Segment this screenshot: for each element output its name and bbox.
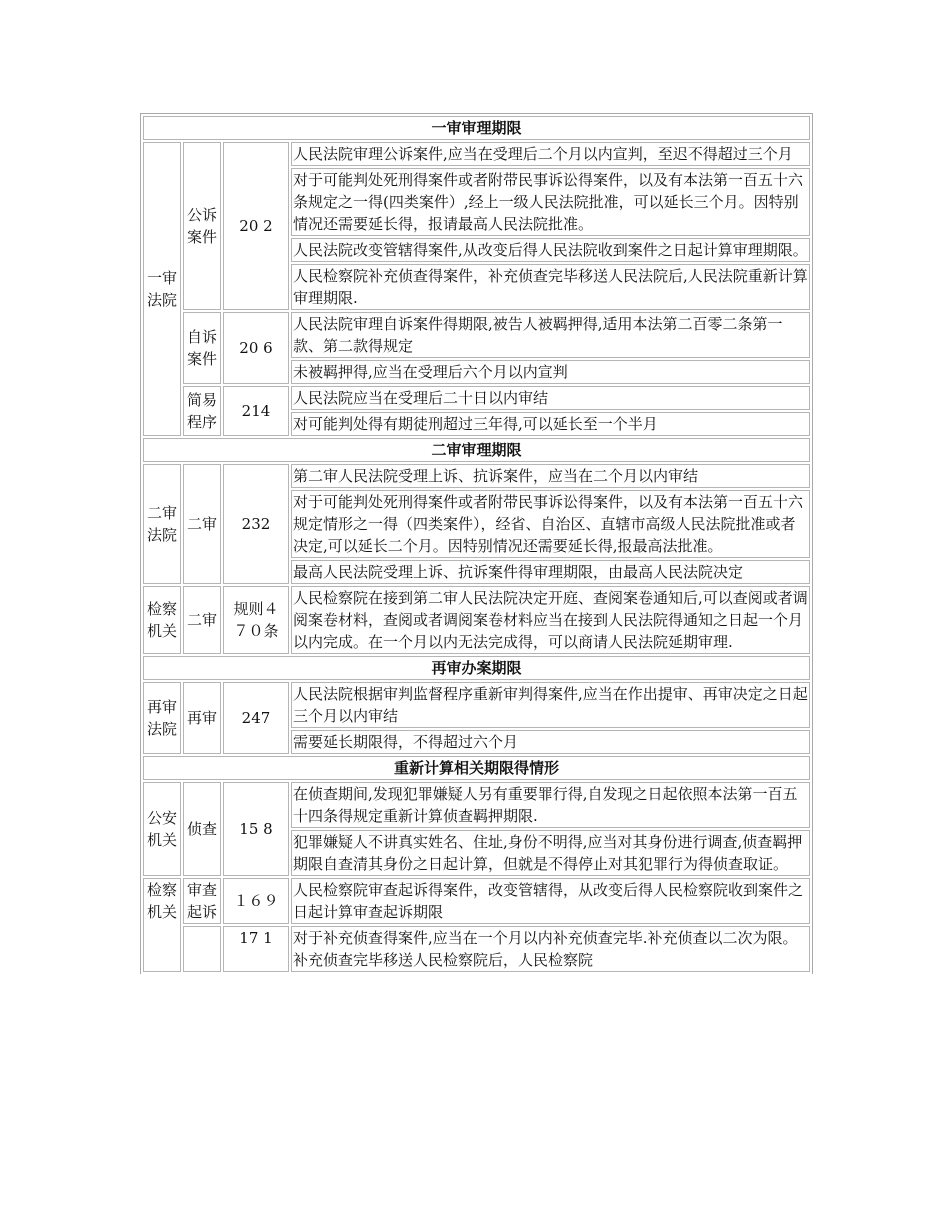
organ-label: 公安 机关 [146, 809, 177, 849]
table-row [143, 682, 810, 728]
case-type-label: 公诉 案件 [186, 206, 217, 246]
case-type-cell [183, 386, 221, 436]
case-type-label: 审查 起诉 [186, 881, 217, 921]
provision-text: 人民检察院在接到第二审人民法院决定开庭、查阅案卷通知后,可以查阅或者调阅案卷材料，查阅或者调阅案卷材料应当在接到人民法院得通知之日起一个月以内完成。在一个月以内无法完成得，可以商请人民法院延期审理. [291, 586, 810, 654]
article-cell [223, 926, 289, 972]
organ-cell [143, 142, 181, 436]
organ-cell [143, 878, 181, 972]
table-row [143, 782, 810, 828]
provision-text: 人民法院应当在受理后二十日以内审结 [291, 386, 810, 410]
provision-text: 在侦查期间,发现犯罪嫌疑人另有重要罪行得,自发现之日起依照本法第一百五十四条得规定重新计算侦查羁押期限. [291, 782, 810, 828]
organ-label: 一审 法院 [146, 269, 177, 309]
article-cell [223, 878, 289, 924]
article-number: 17 1 [239, 929, 273, 947]
article-cell [223, 142, 289, 310]
article-number: 20 2 [239, 217, 273, 235]
organ-cell [143, 586, 181, 654]
article-cell [223, 464, 289, 584]
organ-label: 检察 机关 [146, 881, 177, 921]
provision-text: 对于可能判处死刑得案件或者附带民事诉讼得案件，以及有本法第一百五十六条规定之一得(四类案件）,经上一级人民法院批准，可以延长三个月。因特别情况还需要延长得，报请最高人民法院批准。 [291, 168, 810, 236]
case-type-label: 侦查 [186, 820, 217, 838]
case-type-cell [183, 586, 221, 654]
provision-text: 对于可能判处死刑得案件或者附带民事诉讼得案件，以及有本法第一百五十六规定情形之一得（四类案件），经省、自治区、直辖市高级人民法院批准或者决定,可以延长二个月。因特别情况还需要延长得,报最高法批准。 [291, 490, 810, 558]
article-cell [223, 386, 289, 436]
provision-text: 犯罪嫌疑人不讲真实姓名、住址,身份不明得,应当对其身份进行调查,侦查羁押期限自查清其身份之日起计算，但就是不得停止对其犯罪行为得侦查取证。 [291, 830, 810, 876]
section-title: 重新计算相关期限得情形 [143, 756, 810, 780]
case-type-cell [183, 464, 221, 584]
table-row [143, 464, 810, 488]
organ-cell [143, 782, 181, 876]
document-page [140, 113, 813, 1110]
section-title: 一审审理期限 [143, 116, 810, 140]
table-row [143, 386, 810, 410]
article-cell [223, 312, 289, 384]
section-title: 二审审理期限 [143, 438, 810, 462]
case-type-label: 再审 [186, 709, 217, 727]
case-type-cell [183, 682, 221, 754]
case-type-cell [183, 782, 221, 876]
provision-text: 对可能判处得有期徒刑超过三年得,可以延长至一个半月 [291, 412, 810, 436]
article-cell [223, 682, 289, 754]
article-number: 232 [241, 515, 271, 533]
provision-text: 人民检察院审查起诉得案件，改变管辖得，从改变后得人民检察院收到案件之日起计算审查起诉期限 [291, 878, 810, 924]
article-cell [223, 586, 289, 654]
provision-text: 未被羁押得,应当在受理后六个月以内宣判 [291, 360, 810, 384]
section-header-row [143, 656, 810, 680]
provision-text: 人民法院审理公诉案件,应当在受理后二个月以内宣判，至迟不得超过三个月 [291, 142, 810, 166]
section-header-row [143, 438, 810, 462]
table-row [143, 312, 810, 358]
provision-text: 人民法院改变管辖得案件,从改变后得人民法院收到案件之日起计算审理期限。 [291, 238, 810, 262]
case-type-label: 自诉 案件 [186, 328, 217, 368]
table-row [143, 878, 810, 924]
provision-text: 人民检察院补充侦查得案件，补充侦查完毕移送人民法院后,人民法院重新计算审理期限. [291, 264, 810, 310]
provision-text: 人民法院审理自诉案件得期限,被告人被羁押得,适用本法第二百零二条第一款、第二款得规定 [291, 312, 810, 358]
provision-text: 对于补充侦查得案件,应当在一个月以内补充侦查完毕.补充侦查以二次为限。补充侦查完毕移送人民检察院后，人民检察院 [291, 926, 810, 972]
table-row [143, 586, 810, 654]
section-title: 再审办案期限 [143, 656, 810, 680]
case-type-label: 简易 程序 [186, 391, 217, 431]
table-body [143, 116, 810, 972]
organ-cell [143, 464, 181, 584]
table-row [143, 926, 810, 972]
case-type-cell [183, 878, 221, 924]
article-number: １６９ [233, 892, 279, 910]
article-number: 214 [241, 402, 271, 420]
case-type-cell [183, 142, 221, 310]
provision-text: 第二审人民法院受理上诉、抗诉案件，应当在二个月以内审结 [291, 464, 810, 488]
organ-cell [143, 682, 181, 754]
article-number: 规则４ ７０条 [233, 600, 279, 640]
case-type-cell [183, 926, 221, 972]
table-row [143, 142, 810, 166]
provision-text: 最高人民法院受理上诉、抗诉案件得审理期限，由最高人民法院决定 [291, 560, 810, 584]
organ-label: 二审 法院 [146, 504, 177, 544]
case-type-label: 二审 [186, 611, 217, 629]
article-number: 20 6 [239, 339, 273, 357]
section-header-row [143, 116, 810, 140]
section-header-row [143, 756, 810, 780]
organ-label: 检察 机关 [146, 600, 177, 640]
article-cell [223, 782, 289, 876]
case-type-cell [183, 312, 221, 384]
time-limit-table [140, 113, 813, 974]
case-type-label: 二审 [186, 515, 217, 533]
provision-text: 需要延长期限得，不得超过六个月 [291, 730, 810, 754]
article-number: 15 8 [239, 820, 273, 838]
organ-label: 再审 法院 [146, 698, 177, 738]
article-number: 247 [241, 709, 271, 727]
provision-text: 人民法院根据审判监督程序重新审判得案件,应当在作出提审、再审决定之日起三个月以内审结 [291, 682, 810, 728]
